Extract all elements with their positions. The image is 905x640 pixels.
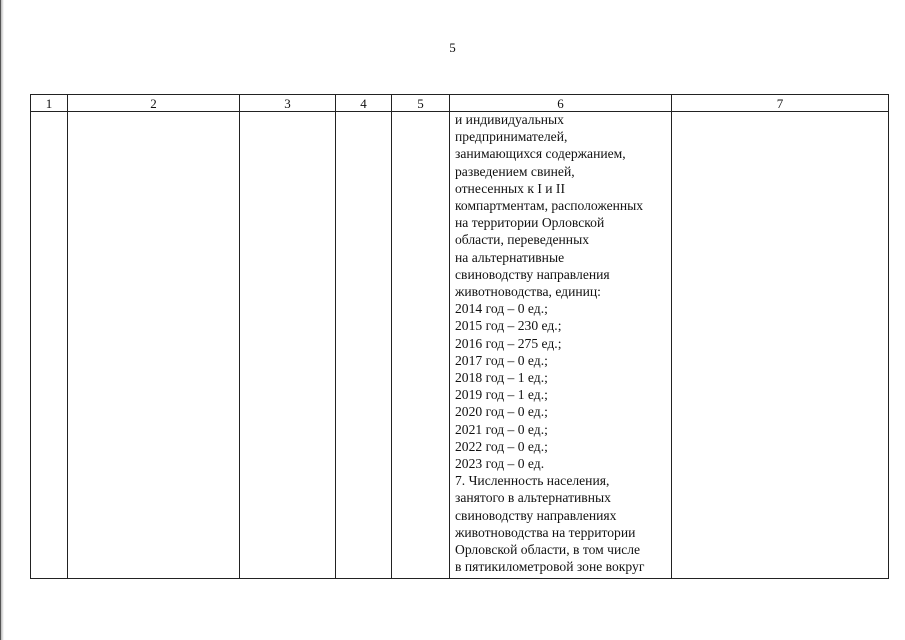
text-line: на альтернативные [455,249,565,265]
text-line: области, переведенных [455,232,589,248]
text-line: компартментам, расположенных [455,198,644,214]
column-header-2: 2 [68,95,240,112]
header-row [31,95,889,112]
cell-col-7 [672,112,889,579]
text-line: 2022 год – 0 ед.; [455,438,548,454]
text-line: 2020 год – 0 ед.; [455,404,548,420]
text-line: 2021 год – 0 ед.; [455,421,548,437]
text-line: Орловской области, в том числе [455,542,641,558]
text-line: 2018 год – 1 ед.; [455,370,548,386]
text-line: свиноводству направления [455,266,610,282]
text-line: 2015 год – 230 ед.; [455,318,562,334]
text-line: животноводства, единиц: [455,284,601,300]
cell-col-6 [450,112,672,579]
cell-col-1 [31,112,68,579]
text-line: 2016 год – 275 ед.; [455,335,562,351]
text-line: 2014 год – 0 ед.; [455,301,548,317]
text-line: разведением свиней, [455,163,575,179]
table-row [31,112,889,579]
page-left-edge [0,0,4,640]
column-header-7: 7 [672,95,889,112]
column-header-5: 5 [392,95,450,112]
column-header-3: 3 [240,95,336,112]
text-line: и индивидуальных [455,112,564,127]
program-table [30,94,889,579]
column-header-1: 1 [31,95,68,112]
cell-col-4 [336,112,392,579]
indicator-text [450,111,671,575]
text-line: предпринимателей, [455,129,568,145]
column-header-6: 6 [450,95,672,112]
text-line: на территории Орловской [455,215,605,231]
text-line: свиноводству направлениях [455,507,617,523]
text-line: в пятикилометровой зоне вокруг [455,559,645,575]
text-line: животноводства на территории [455,524,636,540]
cell-col-5 [392,112,450,579]
column-header-4: 4 [336,95,392,112]
page-number: 5 [449,40,456,55]
text-line: 2017 год – 0 ед.; [455,352,548,368]
text-line: отнесенных к I и II [455,180,565,196]
text-line: 2019 год – 1 ед.; [455,387,548,403]
text-line: 7. Численность населения, [455,473,610,489]
text-line: занятого в альтернативных [455,490,611,506]
text-line: занимающихся содержанием, [455,146,626,162]
text-line: 2023 год – 0 ед. [455,456,545,472]
cell-col-2 [68,112,240,579]
cell-col-3 [240,112,336,579]
